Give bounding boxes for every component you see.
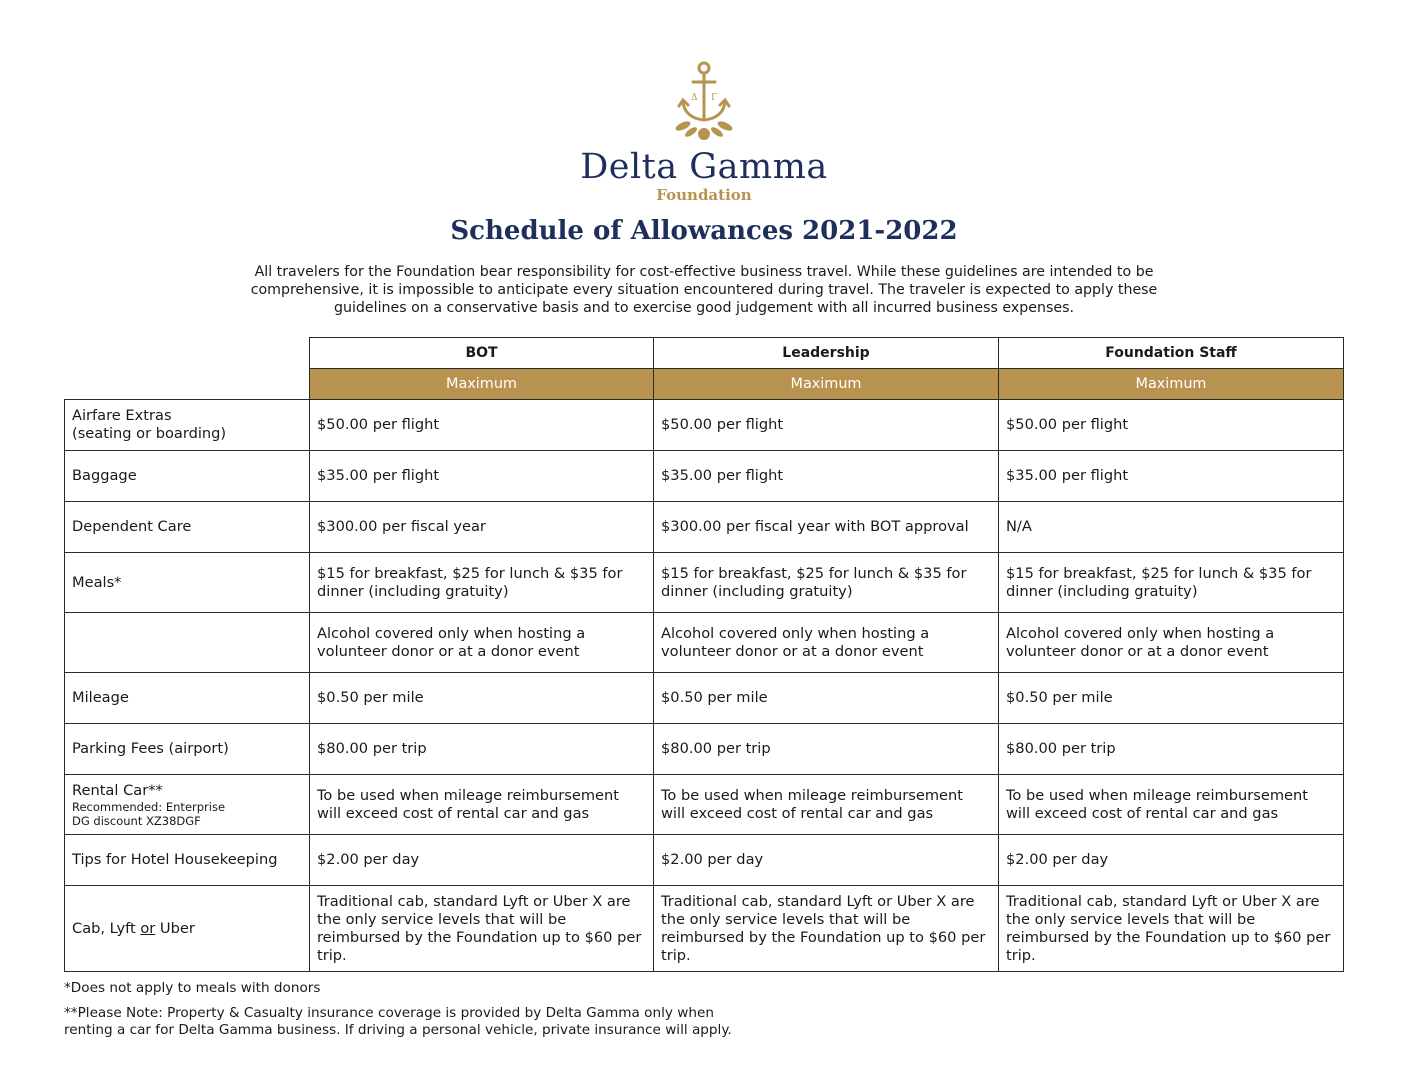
- cell-leadership: Alcohol covered only when hosting a volunteer donor or at a donor event: [654, 613, 999, 673]
- cell-bot: $35.00 per flight: [310, 451, 654, 502]
- cell-bot: $0.50 per mile: [310, 673, 654, 724]
- table-row-airfare: [65, 400, 1344, 451]
- cell-leadership: To be used when mileage reimbursement will exceed cost of rental car and gas: [654, 775, 999, 835]
- row-label: Baggage: [65, 451, 310, 502]
- row-label-text: Rental Car**: [72, 781, 163, 799]
- row-label: Tips for Hotel Housekeeping: [65, 835, 310, 886]
- table-row-dependent-care: [65, 502, 1344, 553]
- row-label: [65, 400, 310, 451]
- row-label: Meals*: [65, 553, 310, 613]
- row-label: [65, 775, 310, 835]
- cell-bot: Alcohol covered only when hosting a volunteer donor or at a donor event: [310, 613, 654, 673]
- cell-leadership: $300.00 per fiscal year with BOT approval: [654, 502, 999, 553]
- cell-foundation-staff: $0.50 per mile: [999, 673, 1344, 724]
- cell-leadership: $35.00 per flight: [654, 451, 999, 502]
- table-row-parking: [65, 724, 1344, 775]
- brand-name: Delta Gamma: [580, 147, 828, 187]
- row-label: [65, 613, 310, 673]
- allowances-table: [64, 337, 1344, 972]
- table-row-meals: [65, 553, 1344, 613]
- footnote-meals: *Does not apply to meals with donors: [64, 980, 321, 996]
- cell-bot: $80.00 per trip: [310, 724, 654, 775]
- subheader-maximum: Maximum: [654, 369, 999, 400]
- row-label: Mileage: [65, 673, 310, 724]
- anchor-crest-icon: [669, 58, 739, 144]
- cell-foundation-staff: $80.00 per trip: [999, 724, 1344, 775]
- footnote-insurance-line-1: **Please Note: Property & Casualty insurance coverage is provided by Delta Gamma only when: [64, 1005, 714, 1021]
- row-label-text: Uber: [155, 919, 195, 937]
- cell-bot: Traditional cab, standard Lyft or Uber X are the only service levels that will be reimbursed by the Foundation up to $60 per trip.: [310, 886, 654, 972]
- cell-bot: $15 for breakfast, $25 for lunch & $35 for dinner (including gratuity): [310, 553, 654, 613]
- cell-foundation-staff: Traditional cab, standard Lyft or Uber X are the only service levels that will be reimbursed by the Foundation up to $60 per trip.: [999, 886, 1344, 972]
- column-header-foundation-staff: Foundation Staff: [999, 338, 1344, 369]
- table-row-cab: [65, 886, 1344, 972]
- subheader-maximum: Maximum: [310, 369, 654, 400]
- table-row-alcohol: [65, 613, 1344, 673]
- cell-foundation-staff: $35.00 per flight: [999, 451, 1344, 502]
- table-row-baggage: [65, 451, 1344, 502]
- cell-leadership: $80.00 per trip: [654, 724, 999, 775]
- table-header-row: [65, 338, 1344, 369]
- table-subheader-row: [65, 369, 1344, 400]
- subheader-blank-cell: [65, 369, 310, 400]
- row-label: [65, 886, 310, 972]
- cell-bot: $2.00 per day: [310, 835, 654, 886]
- cell-leadership: $15 for breakfast, $25 for lunch & $35 for dinner (including gratuity): [654, 553, 999, 613]
- footnote-insurance-line-2: renting a car for Delta Gamma business. If driving a personal vehicle, private insurance will apply.: [64, 1022, 732, 1038]
- table-row-housekeeping: [65, 835, 1344, 886]
- svg-text:Δ: Δ: [691, 93, 698, 103]
- cell-foundation-staff: $50.00 per flight: [999, 400, 1344, 451]
- cell-bot: $300.00 per fiscal year: [310, 502, 654, 553]
- brand-subtitle: Foundation: [656, 186, 752, 204]
- cell-leadership: $2.00 per day: [654, 835, 999, 886]
- page-title: Schedule of Allowances 2021-2022: [450, 216, 958, 246]
- cell-leadership: $50.00 per flight: [654, 400, 999, 451]
- row-label-text: Cab, Lyft: [72, 919, 141, 937]
- intro-paragraph: All travelers for the Foundation bear responsibility for cost-effective business travel. While these guidelines are intended to be comprehensive, it is impossible to anticipate every situation encountered during travel. The traveler is expected to apply these guidelines on a conservative basis and to exercise good judgement with all incurred business expenses.: [250, 264, 1158, 316]
- row-label-detail: (seating or boarding): [72, 425, 227, 442]
- row-label: Dependent Care: [65, 502, 310, 553]
- cell-foundation-staff: N/A: [999, 502, 1344, 553]
- cell-foundation-staff: $15 for breakfast, $25 for lunch & $35 for dinner (including gratuity): [999, 553, 1344, 613]
- row-label-text: Airfare Extras: [72, 407, 172, 424]
- svg-text:Γ: Γ: [711, 93, 718, 103]
- cell-leadership: $0.50 per mile: [654, 673, 999, 724]
- brand-logo: [0, 58, 1408, 204]
- cell-bot: To be used when mileage reimbursement will exceed cost of rental car and gas: [310, 775, 654, 835]
- rental-note-discount: DG discount XZ38DGF: [72, 813, 201, 828]
- row-label-or: or: [140, 919, 156, 937]
- column-header-leadership: Leadership: [654, 338, 999, 369]
- cell-leadership: Traditional cab, standard Lyft or Uber X are the only service levels that will be reimbursed by the Foundation up to $60 per trip.: [654, 886, 999, 972]
- cell-foundation-staff: Alcohol covered only when hosting a volunteer donor or at a donor event: [999, 613, 1344, 673]
- table-row-mileage: [65, 673, 1344, 724]
- cell-foundation-staff: To be used when mileage reimbursement will exceed cost of rental car and gas: [999, 775, 1344, 835]
- header-blank-cell: [65, 338, 310, 369]
- table-row-rental-car: [65, 775, 1344, 835]
- cell-foundation-staff: $2.00 per day: [999, 835, 1344, 886]
- column-header-bot: BOT: [310, 338, 654, 369]
- cell-bot: $50.00 per flight: [310, 400, 654, 451]
- row-label: Parking Fees (airport): [65, 724, 310, 775]
- rental-note-enterprise: Recommended: Enterprise: [72, 799, 226, 814]
- subheader-maximum: Maximum: [999, 369, 1344, 400]
